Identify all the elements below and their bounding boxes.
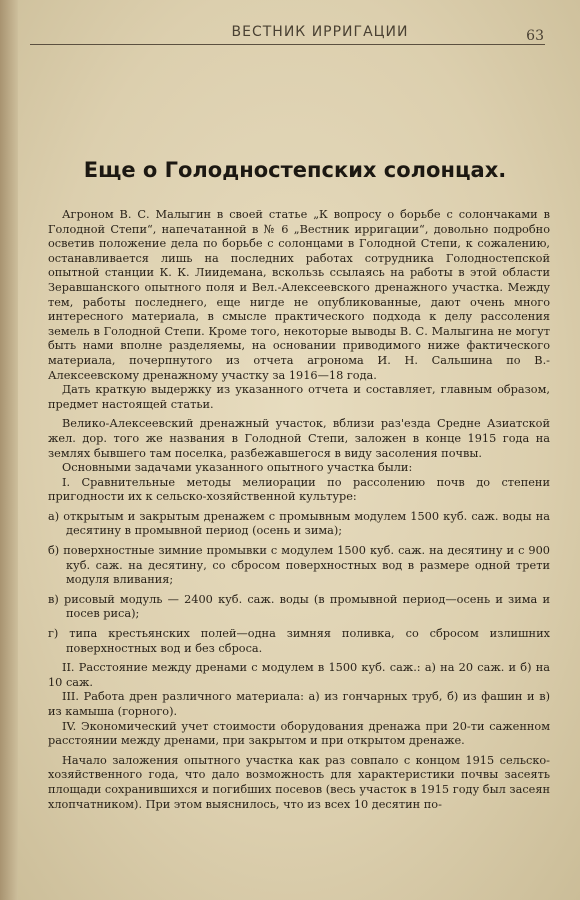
method-item-a: а) открытым и закрытым дренажем с промывным модулем 1500 куб. саж. воды на десятину в промывной период (осень и зима); — [48, 509, 550, 538]
header-rule — [30, 44, 545, 45]
paragraph-tasks-intro: Основными задачами указанного опытного участка были: — [62, 461, 413, 475]
paragraph-task-1: I. Сравнительные методы мелиорации по рассолению почв до степени пригодности их к сельско-хозяйственной культуре: — [48, 475, 550, 504]
paragraph-closing: Начало заложения опытного участка как раз совпало с концом 1915 сельско-хозяйственного года, что дало возможность для характеристики почвы засеять площади сохранившихся и погибших посевов (весь участок в 1915 году был засеян хлопчатником). При этом выяснилось, что из всех 10 десятин по- — [48, 753, 550, 811]
paragraph-site: Велико-Алексеевский дренажный участок, вблизи раз'езда Средне Азиатской жел. дор. того же названия в Голодной Степи, заложен в конце 1915 года на землях бывшего там поселка, разбежавшегося в виду засоления почвы. — [48, 417, 550, 460]
journal-title: ВЕСТНИК ИРРИГАЦИИ — [231, 24, 409, 40]
task-item-2: II. Расстояние между дренами с модулем в 1500 куб. саж.: а) на 20 саж. и б) на 10 саж. — [48, 661, 550, 689]
running-header — [30, 22, 550, 48]
article-title: Еще о Голодностепских солонцах. — [83, 158, 507, 182]
task-item-4: IV. Экономический учет стоимости оборудования дренажа при 20-ти саженном расстоянии между дренами, при закрытом и при открытом дренаже. — [48, 719, 550, 748]
task-item-3: III. Работа дрен различного материала: а) из гончарных труб, б) из фашин и в) из камыша (горного). — [48, 690, 550, 718]
method-item-b: б) поверхностные зимние промывки с модулем 1500 куб. саж. на десятину и с 900 куб. саж. на десятину, со сбросом поверхностных вод в размере одной трети модуля вливания; — [48, 544, 550, 587]
page-number: 63 — [526, 28, 544, 44]
paragraph-purpose: Дать краткую выдержку из указанного отчета и составляет, главным образом, предмет настоящей статьи. — [48, 383, 550, 411]
paragraph-intro: Агроном В. С. Малыгин в своей статье „К вопросу о борьбе с солончаками в Голодной Степи“, напечатанной в № 6 „Вестник ирригации“, довольно подробно осветив положение дела по борьбе с солонцами в Голодной Степи, к сожалению, останавливается лишь на последних работах сотрудника Голодностепской опытной станции К. К. Лиидемана, вскользь ссылаясь на работы в этой области Зеравшанского опытного поля и Вел.-Алексеевского дренажного участка. Между тем, работы последнего, еще нигде не опубликованные, дают очень много интересного материала, в смысле практического подхода к делу рассоления земель в Голодной Степи. Кроме того, некоторые выводы В. С. Малыгина не могут быть нами вполне разделяемы, на основании приводимого ниже фактического материала, почерпнутого из отчета агронома И. Н. Сальшина по В.-Алексеевскому дренажному участку за 1916—18 года. — [48, 208, 550, 382]
method-item-c: в) рисовый модуль — 2400 куб. саж. воды (в промывной период—осень и зима и посев риса); — [48, 592, 550, 621]
method-item-d: г) типа крестьянских полей—одна зимняя поливка, со сбросом излишних поверхностных вод и без сброса. — [48, 627, 550, 655]
article-body — [48, 208, 550, 812]
